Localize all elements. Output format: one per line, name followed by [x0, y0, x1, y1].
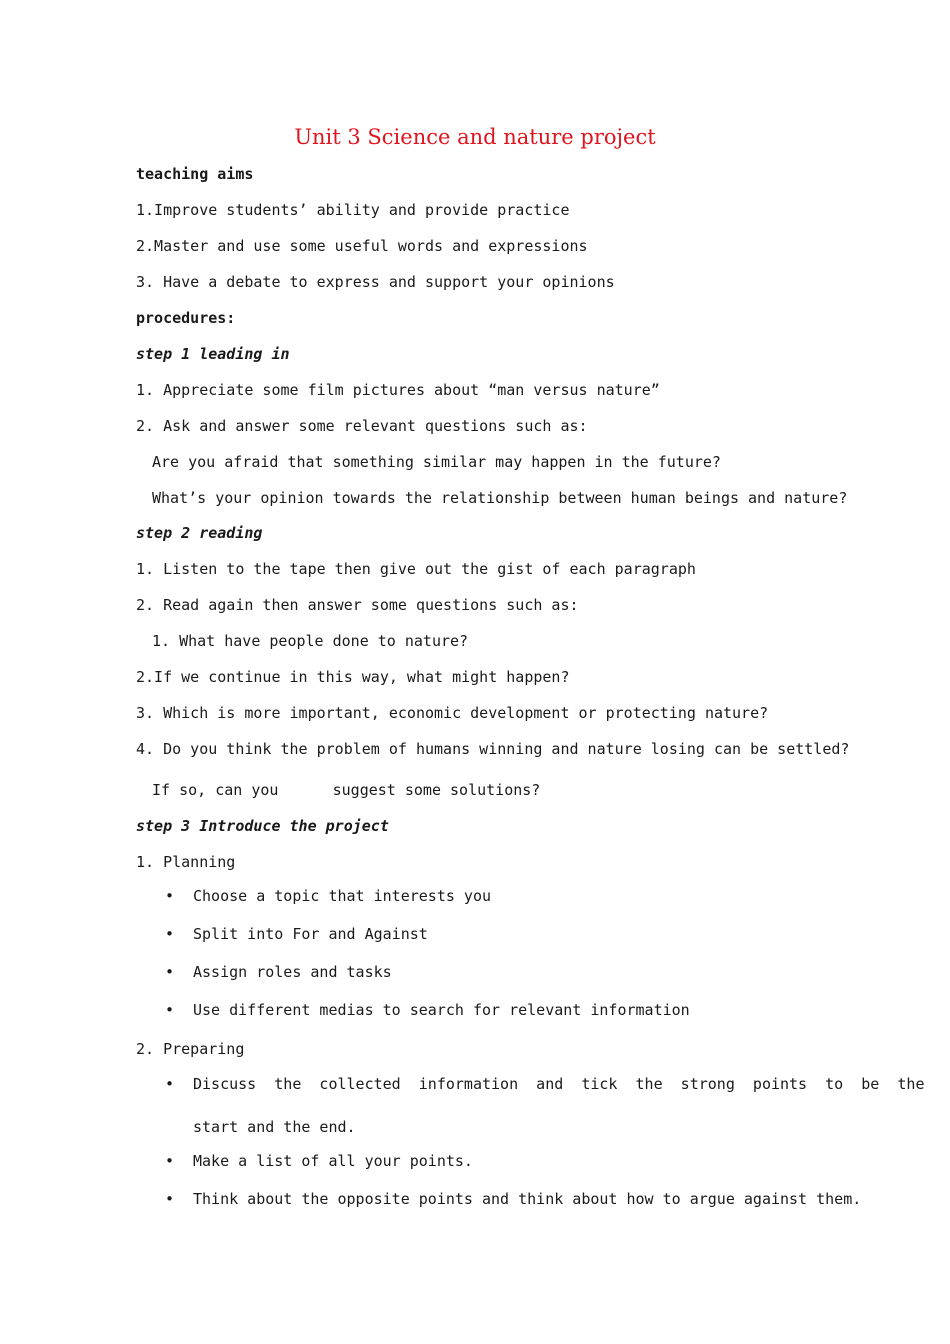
planning-item: Use different medias to search for relevant information [193, 1001, 690, 1019]
aims-heading: teaching aims [136, 165, 254, 183]
bullet-icon: • [165, 925, 175, 943]
preparing-item: Discuss the collected information and tick the strong points to be the [193, 1075, 925, 1093]
bullet-icon: • [165, 963, 175, 981]
planning-item: Assign roles and tasks [193, 963, 392, 981]
bullet-icon: • [165, 1152, 175, 1170]
preparing-heading: 2. Preparing [136, 1040, 245, 1058]
aim-item: 2.Master and use some useful words and expressions [136, 237, 588, 255]
preparing-item: Make a list of all your points. [193, 1152, 473, 1170]
step2-item: 2. Read again then answer some questions such as: [136, 596, 579, 614]
step1-item: 1. Appreciate some film pictures about “man versus nature” [136, 381, 660, 399]
planning-heading: 1. Planning [136, 853, 236, 871]
step1-question: What’s your opinion towards the relationship between human beings and nature? [152, 489, 848, 507]
bullet-icon: • [165, 1075, 175, 1093]
step1-question: Are you afraid that something similar may happen in the future? [152, 453, 721, 471]
bullet-icon: • [165, 1001, 175, 1019]
bullet-icon: • [165, 887, 175, 905]
step2-question-continued: If so, can you suggest some solutions? [152, 781, 541, 799]
preparing-item-continued: start and the end. [193, 1118, 356, 1136]
planning-item: Split into For and Against [193, 925, 428, 943]
step2-question: 4. Do you think the problem of humans winning and nature losing can be settled? [136, 740, 850, 758]
step2-question: 3. Which is more important, economic development or protecting nature? [136, 704, 769, 722]
step2-heading: step 2 reading [136, 524, 263, 542]
step2-item: 1. Listen to the tape then give out the gist of each paragraph [136, 560, 696, 578]
aim-item: 3. Have a debate to express and support your opinions [136, 273, 615, 291]
bullet-icon: • [165, 1190, 175, 1208]
step2-question: 1. What have people done to nature? [152, 632, 469, 650]
step3-heading: step 3 Introduce the project [136, 817, 389, 835]
step1-heading: step 1 leading in [136, 345, 290, 363]
aim-item: 1.Improve students’ ability and provide practice [136, 201, 570, 219]
document-title: Unit 3 Science and nature project [294, 125, 656, 149]
step2-question: 2.If we continue in this way, what might happen? [136, 668, 570, 686]
procedures-heading: procedures: [136, 309, 236, 327]
preparing-item: Think about the opposite points and think about how to argue against them. [193, 1190, 862, 1208]
step1-item: 2. Ask and answer some relevant questions such as: [136, 417, 588, 435]
planning-item: Choose a topic that interests you [193, 887, 492, 905]
